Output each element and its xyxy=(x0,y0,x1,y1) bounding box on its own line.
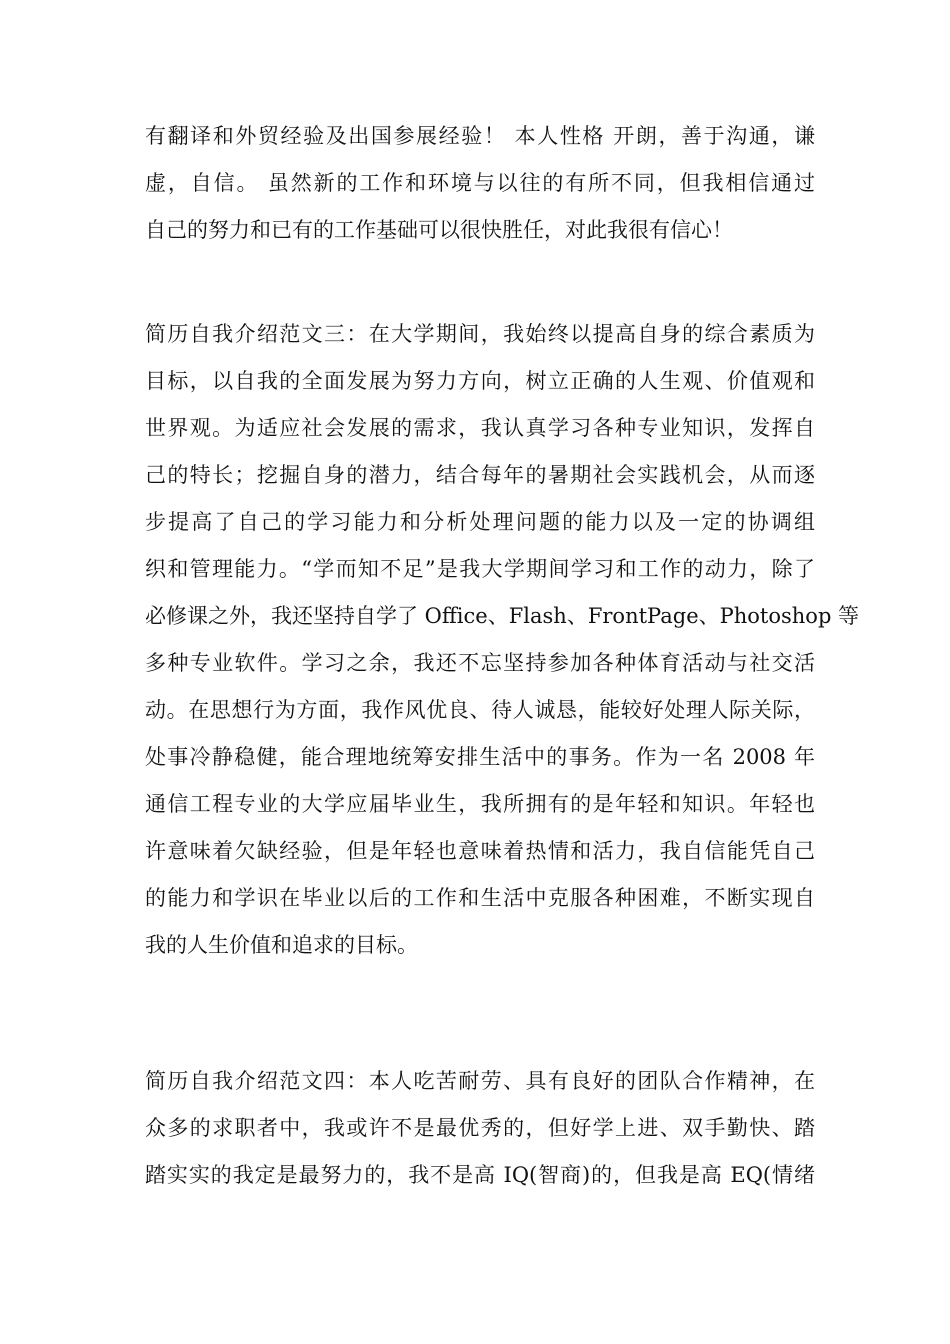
text-line: 许意味着欠缺经验，但是年轻也意味着热情和活力，我自信能凭自己 xyxy=(145,839,815,863)
text-line: 简历自我介绍范文三：在大学期间，我始终以提高自身的综合素质为 xyxy=(145,322,815,346)
text-line: 世界观。为适应社会发展的需求，我认真学习各种专业知识，发挥自 xyxy=(145,416,815,440)
text-line: 众多的求职者中，我或许不是最优秀的，但好学上进、双手勤快、踏 xyxy=(145,1116,815,1140)
text-line: 自己的努力和已有的工作基础可以很快胜任，对此我很有信心！ xyxy=(145,218,733,242)
text-line: 虚，自信。 虽然新的工作和环境与以往的有所不同，但我相信通过 xyxy=(145,171,815,195)
text-line: 的能力和学识在毕业以后的工作和生活中克服各种困难，不断实现自 xyxy=(145,886,815,910)
text-line: 我的人生价值和追求的目标。 xyxy=(145,933,418,957)
text-line: 步提高了自己的学习能力和分析处理问题的能力以及一定的协调组 xyxy=(145,510,815,534)
text-line: 处事冷静稳健，能合理地统筹安排生活中的事务。作为一名 2008 年 xyxy=(145,745,815,769)
text-line: 多种专业软件。学习之余，我还不忘坚持参加各种体育活动与社交活 xyxy=(145,651,815,675)
text-line: 必修课之外，我还坚持自学了 Office、Flash、FrontPage、Photoshop 等 xyxy=(145,604,860,628)
text-line: 踏实实的我定是最努力的，我不是高 IQ(智商)的，但我是高 EQ(情绪 xyxy=(145,1163,815,1187)
paragraph-1 xyxy=(145,113,815,254)
text-line: 通信工程专业的大学应届毕业生，我所拥有的是年轻和知识。年轻也 xyxy=(145,792,815,816)
text-line: 有翻译和外贸经验及出国参展经验！ 本人性格 开朗，善于沟通，谦 xyxy=(145,124,815,148)
paragraph-resume-sample-four xyxy=(145,1058,815,1199)
text-line: 动。在思想行为方面，我作风优良、待人诚恳，能较好处理人际关际， xyxy=(145,698,815,722)
text-line: 己的特长；挖掘自身的潜力，结合每年的暑期社会实践机会，从而逐 xyxy=(145,463,815,487)
text-line: 简历自我介绍范文四：本人吃苦耐劳、具有良好的团队合作精神，在 xyxy=(145,1069,815,1093)
text-line: 目标，以自我的全面发展为努力方向，树立正确的人生观、价值观和 xyxy=(145,369,815,393)
paragraph-resume-sample-three xyxy=(145,311,860,969)
text-line: 织和管理能力。“学而知不足”是我大学期间学习和工作的动力，除了 xyxy=(145,557,815,581)
